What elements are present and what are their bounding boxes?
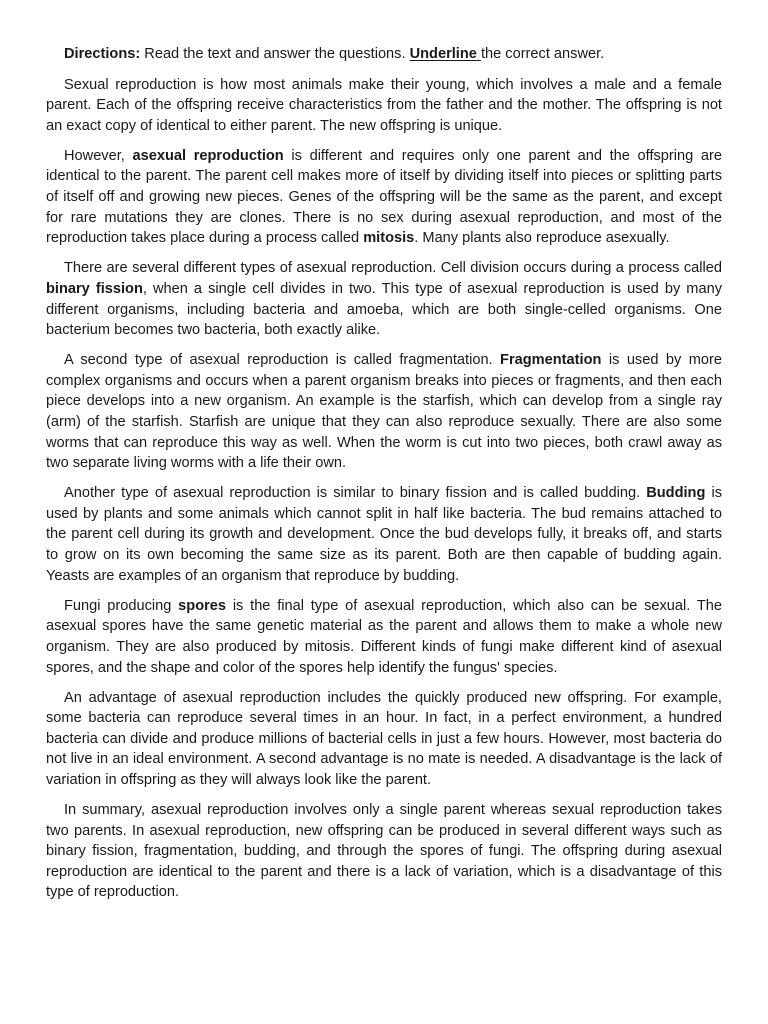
p6-text-2: is the final type of asexual reproduction, which also can be sexual. The asexual spores have the same genetic material as the parent and allows them to make a whole new organism. They are also produced by mitosis. Different kinds of fungi make different kind of asexual spores, and the shape and color of the spores help identify the fungus' species.: [46, 597, 722, 676]
p2-text-2: is different and requires only one parent and the offspring are identical to the parent. The parent cell makes more of itself by dividing itself into pieces or splitting parts of itself off and growing new pieces. Genes of the offspring will be the same as the parent, and except for rare mutations they are clones. There is no sex during asexual reproduction, and most of the reproduction takes place during a process called: [46, 147, 723, 247]
paragraph-binary-fission: [46, 258, 722, 340]
p3-text-2: , when a single cell divides in two. This type of asexual reproduction is used by many different organisms, including bacteria and amoeba, which are both single-celled organisms. One bacterium becomes two bacteria, both exactly alike.: [46, 280, 722, 339]
paragraph-spores: [46, 596, 722, 678]
term-binary-fission: binary fission: [46, 280, 143, 297]
directions-text-2: the correct answer.: [480, 46, 605, 62]
p2-text-1: However,: [64, 147, 133, 164]
paragraph-budding: [46, 483, 722, 586]
p4-text-1: A second type of asexual reproduction is called fragmentation.: [64, 352, 501, 369]
p2-text-3: . Many plants also reproduce asexually.: [414, 230, 670, 247]
directions-label: Directions:: [64, 46, 141, 62]
paragraph-advantages: An advantage of asexual reproduction includes the quickly produced new offspring. For example, some bacteria can reproduce several times in an hour. In fact, in a perfect environment, a hundred bacteria can divide and produce millions of bacterial cells in just a few hours. However, most bacteria do not live in an ideal environment. A second advantage is no mate is needed. A disadvantage is the lack of variation in offspring as they will always look like the parent.: [46, 689, 722, 788]
p3-text-1: There are several different types of asexual reproduction. Cell division occurs during a process called: [64, 260, 722, 277]
p6-text-1: Fungi producing: [64, 597, 179, 614]
paragraph-sexual-reproduction: Sexual reproduction is how most animals make their young, which involves a male and a female parent. Each of the offspring receive characteristics from the father and the mother. The offspring is not an exact copy of identical to either parent. The new offspring is unique.: [46, 76, 722, 134]
p5-text-2: is used by plants and some animals which cannot split in half like bacteria. The bud remains attached to the parent cell during its growth and development. Once the bud develops fully, it breaks off, and starts to grow on its own becoming the same size as its parent. Both are then capable of budding again. Yeasts are examples of an organism that reproduce by budding.: [46, 485, 722, 584]
paragraph-fragmentation: [46, 350, 722, 474]
directions-underline-word: Underline: [409, 46, 481, 62]
term-budding: Budding: [646, 485, 706, 502]
term-spores: spores: [178, 597, 227, 614]
term-mitosis: mitosis: [363, 230, 415, 247]
directions-text-1: Read the text and answer the questions.: [140, 46, 410, 62]
paragraph-summary: In summary, asexual reproduction involves only a single parent whereas sexual reproduction takes two parents. In asexual reproduction, new offspring can be produced in several different ways such as binary fission, fragmentation, budding, and through the spores of fungi. The offspring during asexual reproduction are identical to the parent and there is a lack of variation, which is a disadvantage of this type of reproduction.: [46, 802, 722, 901]
term-fragmentation: Fragmentation: [500, 352, 602, 369]
directions-paragraph: [46, 44, 722, 65]
p4-text-2: is used by more complex organisms and occurs when a parent organism breaks into pieces or fragments, and then each piece develops into a new organism. An example is the starfish, which can develop from a single ray (arm) of the starfish. Starfish are unique that they can also reproduce sexually. There are also some worms that can reproduce this way as well. When the worm is cut into two pieces, both crawl away as two separate living worms with a life their own.: [46, 352, 722, 472]
paragraph-asexual-reproduction: [46, 146, 722, 249]
term-asexual-reproduction: asexual reproduction: [132, 147, 284, 164]
p5-text-1: Another type of asexual reproduction is similar to binary fission and is called budding.: [64, 485, 647, 502]
